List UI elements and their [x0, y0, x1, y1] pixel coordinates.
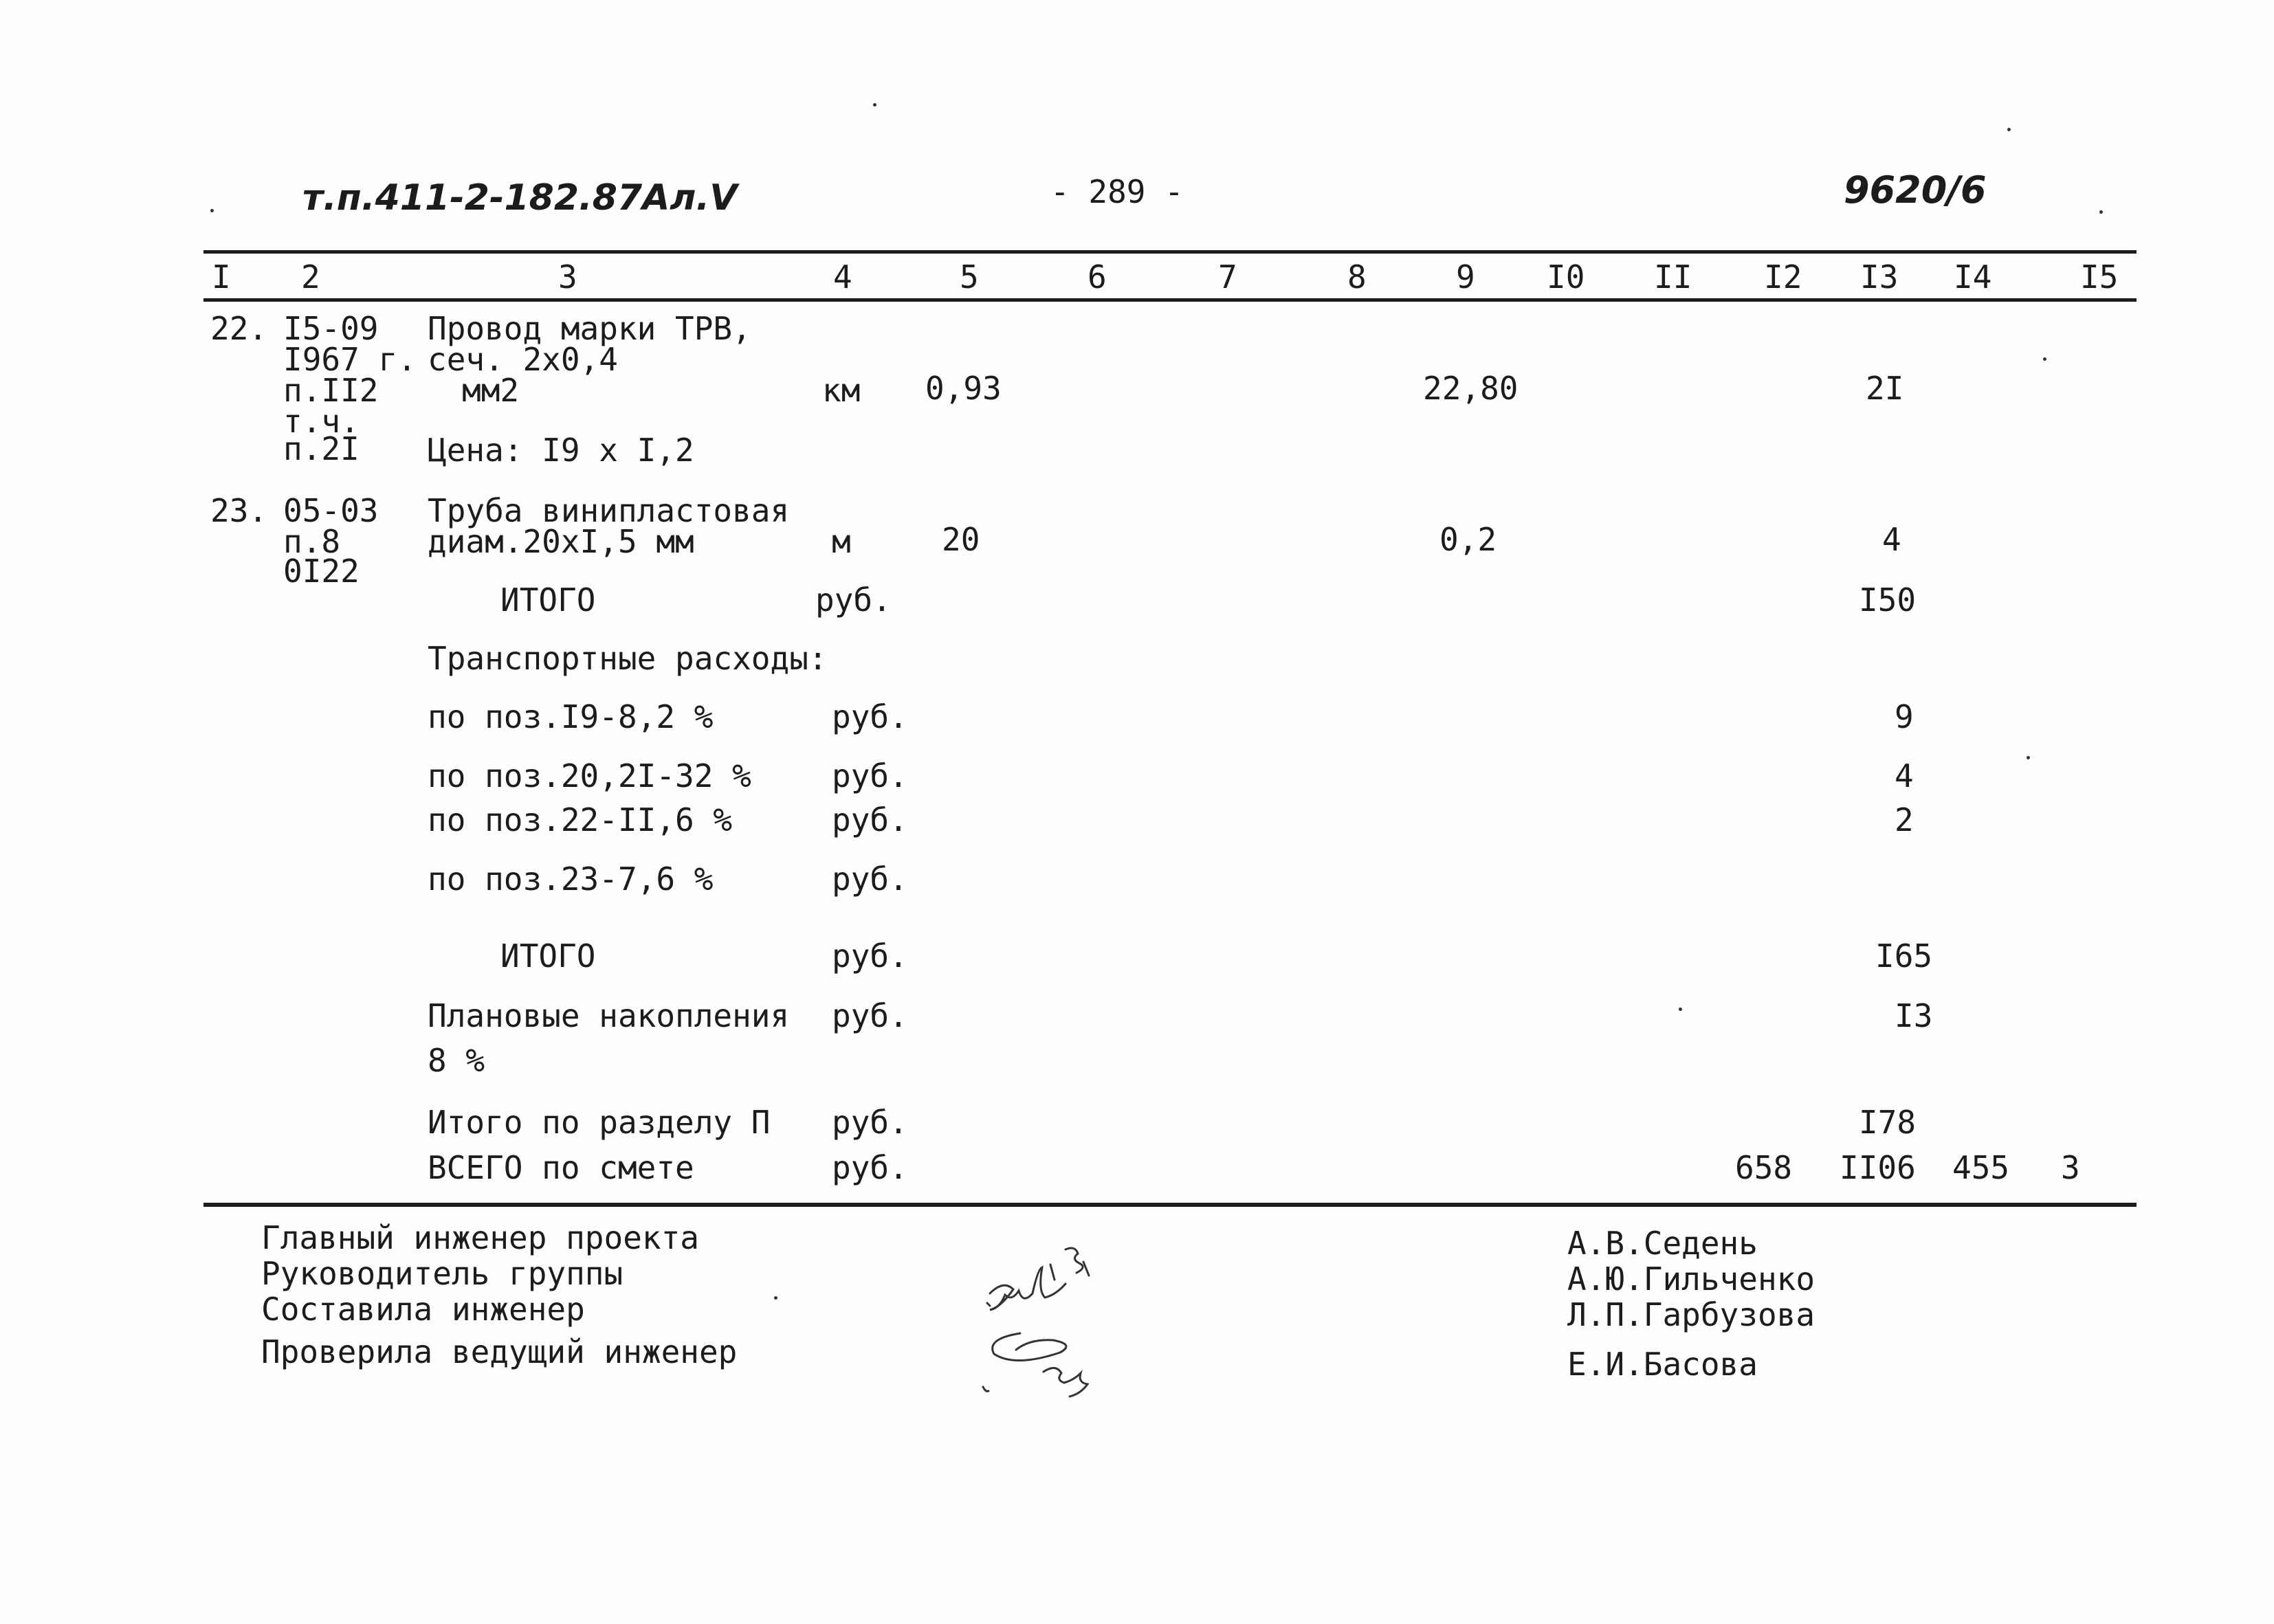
- column-header: 5: [960, 258, 979, 296]
- charge-label: по поз.I9-8,2 %: [428, 698, 714, 735]
- header-top-rule: [203, 250, 2137, 254]
- planned-savings-percent: 8 %: [428, 1042, 485, 1079]
- column-header: I4: [1954, 258, 1992, 296]
- page-number: - 289 -: [1050, 173, 1184, 210]
- role-chief-engineer: Главный инженер проекта: [261, 1219, 699, 1256]
- scan-speck: [2043, 357, 2046, 361]
- section-total-label: Итого по разделу П: [428, 1104, 771, 1141]
- charge-label: по поз.22-II,6 %: [428, 801, 733, 838]
- role-group-leader: Руководитель группы: [261, 1255, 623, 1292]
- grand-total-label: ВСЕГО по смете: [428, 1149, 694, 1186]
- planned-savings-label: Плановые накопления: [428, 997, 790, 1034]
- row-number: 23.: [210, 492, 268, 529]
- row-quantity: 20: [942, 521, 980, 558]
- row-quantity: 0,93: [925, 370, 1002, 407]
- column-header: 4: [833, 258, 852, 296]
- column-header: 7: [1218, 258, 1237, 296]
- row-total: 2I: [1866, 370, 1904, 407]
- row-price-note: Цена: I9 х I,2: [428, 432, 694, 469]
- column-header: I2: [1764, 258, 1802, 296]
- column-header: 2: [301, 258, 320, 296]
- row-description: Труба винипластовая: [428, 492, 790, 529]
- signature-stroke: [993, 1333, 1066, 1361]
- header-bottom-rule: [203, 298, 2137, 302]
- planned-savings-unit: руб.: [832, 997, 908, 1034]
- column-header: 9: [1456, 258, 1475, 296]
- name-group-leader: А.Ю.Гильченко: [1567, 1260, 1815, 1298]
- grand-total-col14: 455: [1952, 1149, 2010, 1186]
- column-header: II: [1654, 258, 1692, 296]
- row-reference: 0I22: [283, 553, 360, 590]
- role-compiled-by: Составила инженер: [261, 1291, 585, 1328]
- role-checked-by: Проверила ведущий инженер: [261, 1333, 738, 1370]
- name-checked-by: Е.И.Басова: [1567, 1346, 1758, 1383]
- grand-total-col13: II06: [1840, 1149, 1916, 1186]
- row-reference: I967 г.: [283, 341, 417, 378]
- row-reference: 05-03: [283, 492, 379, 529]
- column-header: I: [212, 258, 231, 296]
- subtotal-value: I50: [1859, 581, 1917, 619]
- charge-value: 4: [1895, 757, 1914, 794]
- charge-label: по поз.20,2I-32 %: [428, 757, 751, 794]
- charge-unit: руб.: [832, 801, 908, 838]
- subtotal-label: ИТОГО: [500, 937, 596, 975]
- row-description: Провод марки ТРВ,: [428, 310, 751, 347]
- grand-total-col12: 658: [1735, 1149, 1793, 1186]
- signature-stroke: [1050, 1262, 1089, 1280]
- scan-speck: [774, 1296, 777, 1300]
- row-number: 22.: [210, 310, 268, 347]
- charge-label: по поз.23-7,6 %: [428, 860, 714, 898]
- column-header: I5: [2080, 258, 2119, 296]
- planned-savings-value: I3: [1895, 997, 1933, 1034]
- sheet-number: 9620/6: [1844, 168, 1987, 212]
- grand-total-col15: 3: [2061, 1149, 2080, 1186]
- row-unit-price: 0,2: [1439, 521, 1497, 558]
- charge-value: 2: [1895, 801, 1914, 838]
- row-description: мм2: [462, 372, 520, 409]
- column-header: 8: [1347, 258, 1367, 296]
- charge-unit: руб.: [832, 860, 908, 898]
- subtotal-unit: руб.: [832, 937, 908, 975]
- transport-heading: Транспортные расходы:: [428, 640, 828, 677]
- row-description: сеч. 2х0,4: [428, 341, 618, 378]
- charge-unit: руб.: [832, 757, 908, 794]
- scan-speck: [873, 103, 876, 107]
- column-header: 6: [1088, 258, 1107, 296]
- row-reference: т.ч.: [283, 403, 360, 440]
- signature-stroke: [1044, 1368, 1088, 1397]
- section-total-unit: руб.: [832, 1104, 908, 1141]
- subtotal-unit: руб.: [815, 581, 892, 619]
- row-reference: п.2I: [283, 430, 360, 467]
- row-description: диам.20хI,5 мм: [428, 523, 694, 560]
- table-bottom-rule: [203, 1203, 2137, 1207]
- grand-total-unit: руб.: [832, 1149, 908, 1186]
- charge-value: 9: [1895, 698, 1914, 735]
- signature-stroke: [1066, 1248, 1083, 1273]
- scan-speck: [2007, 128, 2011, 131]
- scan-speck: [210, 209, 214, 212]
- row-unit: км: [822, 372, 861, 409]
- charge-unit: руб.: [832, 698, 908, 735]
- column-header: 3: [558, 258, 577, 296]
- document-code: т.п.411-2-182.87Ал.V: [302, 177, 738, 219]
- subtotal-value: I65: [1875, 937, 1933, 975]
- column-header: I3: [1860, 258, 1899, 296]
- name-compiled-by: Л.П.Гарбузова: [1567, 1296, 1815, 1333]
- section-total-value: I78: [1859, 1104, 1917, 1141]
- subtotal-label: ИТОГО: [500, 581, 596, 619]
- column-header: I0: [1547, 258, 1585, 296]
- row-unit-price: 22,80: [1423, 370, 1519, 407]
- handwritten-signatures: [962, 1237, 1127, 1430]
- row-reference: I5-09: [283, 310, 379, 347]
- name-chief-engineer: А.В.Седень: [1567, 1225, 1758, 1262]
- row-reference: п.8: [283, 523, 341, 560]
- row-total: 4: [1882, 521, 1901, 558]
- signature-stroke: [983, 1303, 990, 1391]
- scan-speck: [1679, 1008, 1682, 1011]
- row-reference: п.II2: [283, 372, 379, 409]
- signature-stroke: [990, 1267, 1066, 1310]
- row-unit: м: [832, 523, 851, 560]
- scan-speck: [2099, 210, 2103, 214]
- scan-speck: [2027, 756, 2030, 759]
